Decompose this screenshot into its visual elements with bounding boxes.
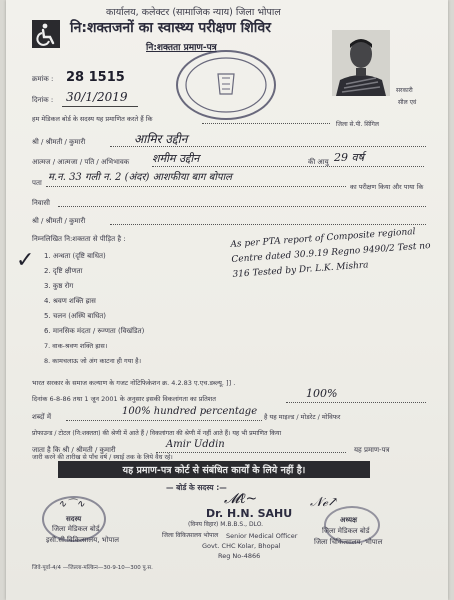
middle-signatory-line-1: जिला विकित्सालय भोपाल (162, 532, 219, 539)
official-seal-icon (176, 50, 276, 120)
board-heading: — बोर्ड के सदस्य :— (166, 483, 227, 492)
certificate-sheet (6, 0, 448, 600)
right-signature-mark: 𝒩ℯ↗ (310, 495, 339, 510)
middle-signatory-line-2: Senior Medical Officer (226, 532, 298, 540)
check-mark-icon: ✓ (16, 248, 35, 273)
serial-label: क्रमांक : (32, 75, 54, 83)
left-signatory-title: सदस्य (66, 515, 82, 523)
age-value: 29 वर्ष (334, 151, 364, 164)
certify-line: हम मेडिकल बोर्ड के सदस्य यह प्रमाणित करते हैं कि (32, 115, 153, 123)
category-line: प्रोफाउन्ड / टोटल (नि:शक्तता) की श्रेणी में आते हैं / विकलांगता की श्रेणी में नहीं आते हैं। यह भी प्रमाणित किया (32, 430, 282, 437)
address-dots (46, 186, 346, 187)
age-label: की आयु (308, 158, 329, 166)
office-line: कार्यालय, कलेक्टर (सामाजिक न्याय) जिला भोपाल (106, 7, 281, 18)
resident-dots (58, 206, 426, 207)
rule-line: दिनांक 6-8-86 तथा 1 जून 2001 के अनुसार इसकी विकलांगता का प्रतिशत (32, 395, 216, 403)
certificate-dots (156, 452, 346, 453)
validity-line: जारी करने की तारीख से पाँच वर्ष / स्थाई तक के लिये वैध रहे। (32, 454, 173, 461)
wheelchair-logo-icon (32, 20, 60, 48)
exam-text: का परीक्षण किया और पाया कि (350, 183, 424, 191)
disability-8: 8. कामचलाऊ जो अंग काटना ही गया है। (44, 357, 142, 365)
shri-label: श्री / श्रीमती / कुमारी (32, 217, 86, 225)
footer-print-line: जिवे-पूर्वा-4/4 —जिल्ला-मल्किन—30-9-10—300 पु.स. (32, 565, 153, 571)
disability-6: 6. मानसिक मंदता / रूग्णता (विखंडित) (44, 327, 145, 335)
resident-label: निवासी (32, 199, 50, 207)
name-prefix: श्री / श्रीमती / कुमारी (32, 138, 86, 146)
name-value: आमिर उद्दीन (134, 132, 188, 146)
side-stamp-note: जिला से.पी. सिंगिल (336, 121, 379, 128)
percent-dots (286, 402, 426, 403)
date-value: 30/1/2019 (66, 90, 128, 104)
words-value: 100% hundred percentage (122, 406, 258, 417)
certificate-title: नि:शक्तता प्रमाण-पत्र (146, 43, 217, 53)
right-signatory-title: अध्यक्ष (340, 516, 358, 524)
date-label: दिनांक : (32, 96, 54, 104)
applicant-photo (332, 30, 390, 96)
certificate-name: Amir Uddin (166, 439, 225, 450)
side-text-seal: सील एवं (398, 99, 417, 106)
disability-2: 2. दृष्टि क्षीणता (44, 267, 83, 275)
doctor-degree: (विनय विहार) M.B.B.S., DLO. (188, 521, 264, 528)
doctor-name: Dr. H.N. SAHU (206, 507, 293, 520)
gazette-line: भारत सरकार के समाज कल्याण के गजट नोटिफिकेशन क्र. 4.2.83 ए.एच.डब्ल्यू. ]] . (32, 379, 236, 387)
disability-intro: निम्नलिखित नि:शक्तता से पीड़ित है : (32, 235, 126, 243)
disability-5: 5. चलन (अस्थि बाधित) (44, 312, 107, 320)
middle-signatory-line-4: Reg No-4866 (218, 552, 261, 560)
guardian-prefix: आत्मज / आत्मजा / पति / अभिभावक (32, 158, 130, 166)
disability-3: 3. कुष्ठ रोग (44, 282, 74, 290)
words-dots (66, 420, 262, 421)
left-signatory-line-1: जिला मेडिकल बोर्ड (52, 525, 100, 533)
words-label: शब्दों में (32, 413, 52, 421)
pta-report-note: As per PTA report of Composite regional Centre dated 30.9.19 Regno 9490/2 Test no 316 Tested by Dr. L.K. Mishra (230, 227, 431, 280)
date-underline (62, 106, 138, 107)
disability-1: 1. अन्धता (दृष्टि बाधित) (44, 252, 106, 260)
shri-dots (110, 224, 426, 225)
certify-dots (202, 123, 330, 124)
percent-value: 100% (306, 387, 338, 400)
certificate-line-1: जाता है कि श्री / श्रीमती / कुमारी (32, 446, 116, 454)
guardian-dots (152, 166, 424, 167)
left-signatory-line-2: इसी.सी.विकित्सालय, भोपाल (46, 536, 119, 544)
address-value: म.न. 33 गली न. 2 (अंदर) आशफीया बाग बोपाल (48, 172, 232, 183)
guardian-value: शमीम उद्दीन (152, 152, 200, 165)
middle-signature-mark: 𝓜ℓ~ (224, 491, 258, 507)
serial-number: 28 1515 (66, 70, 125, 85)
severity-options: है यह माइल्ड / मोडरेट / मोविफर (264, 413, 341, 421)
certificate-line-2: यह प्रमाण-पत्र (354, 446, 390, 454)
address-prefix: पता (32, 179, 42, 187)
right-signatory-line-2: जिला चिकित्सालय, भोपाल (314, 538, 383, 546)
left-signature-mark: ∿⌒∿ (58, 499, 85, 510)
middle-signatory-line-3: Govt. CHC Kolar, Bhopal (202, 542, 281, 550)
camp-title: नि:शक्तजनों का स्वास्थ्य परीक्षण शिविर (70, 20, 271, 36)
side-text-top: सरकारी (396, 87, 413, 94)
right-signatory-line-1: जिला मेडिकल बोर्ड (322, 527, 370, 535)
disability-7: 7. वाक-श्रवण शक्ति ह्रास। (44, 342, 108, 350)
court-disclaimer-banner: यह प्रमाण-पत्र कोर्ट से संबंधित कार्यों के लिये नहीं है। (58, 461, 370, 478)
disability-4: 4. श्रवण शक्ति ह्रास (44, 297, 96, 305)
name-dots (110, 146, 426, 147)
